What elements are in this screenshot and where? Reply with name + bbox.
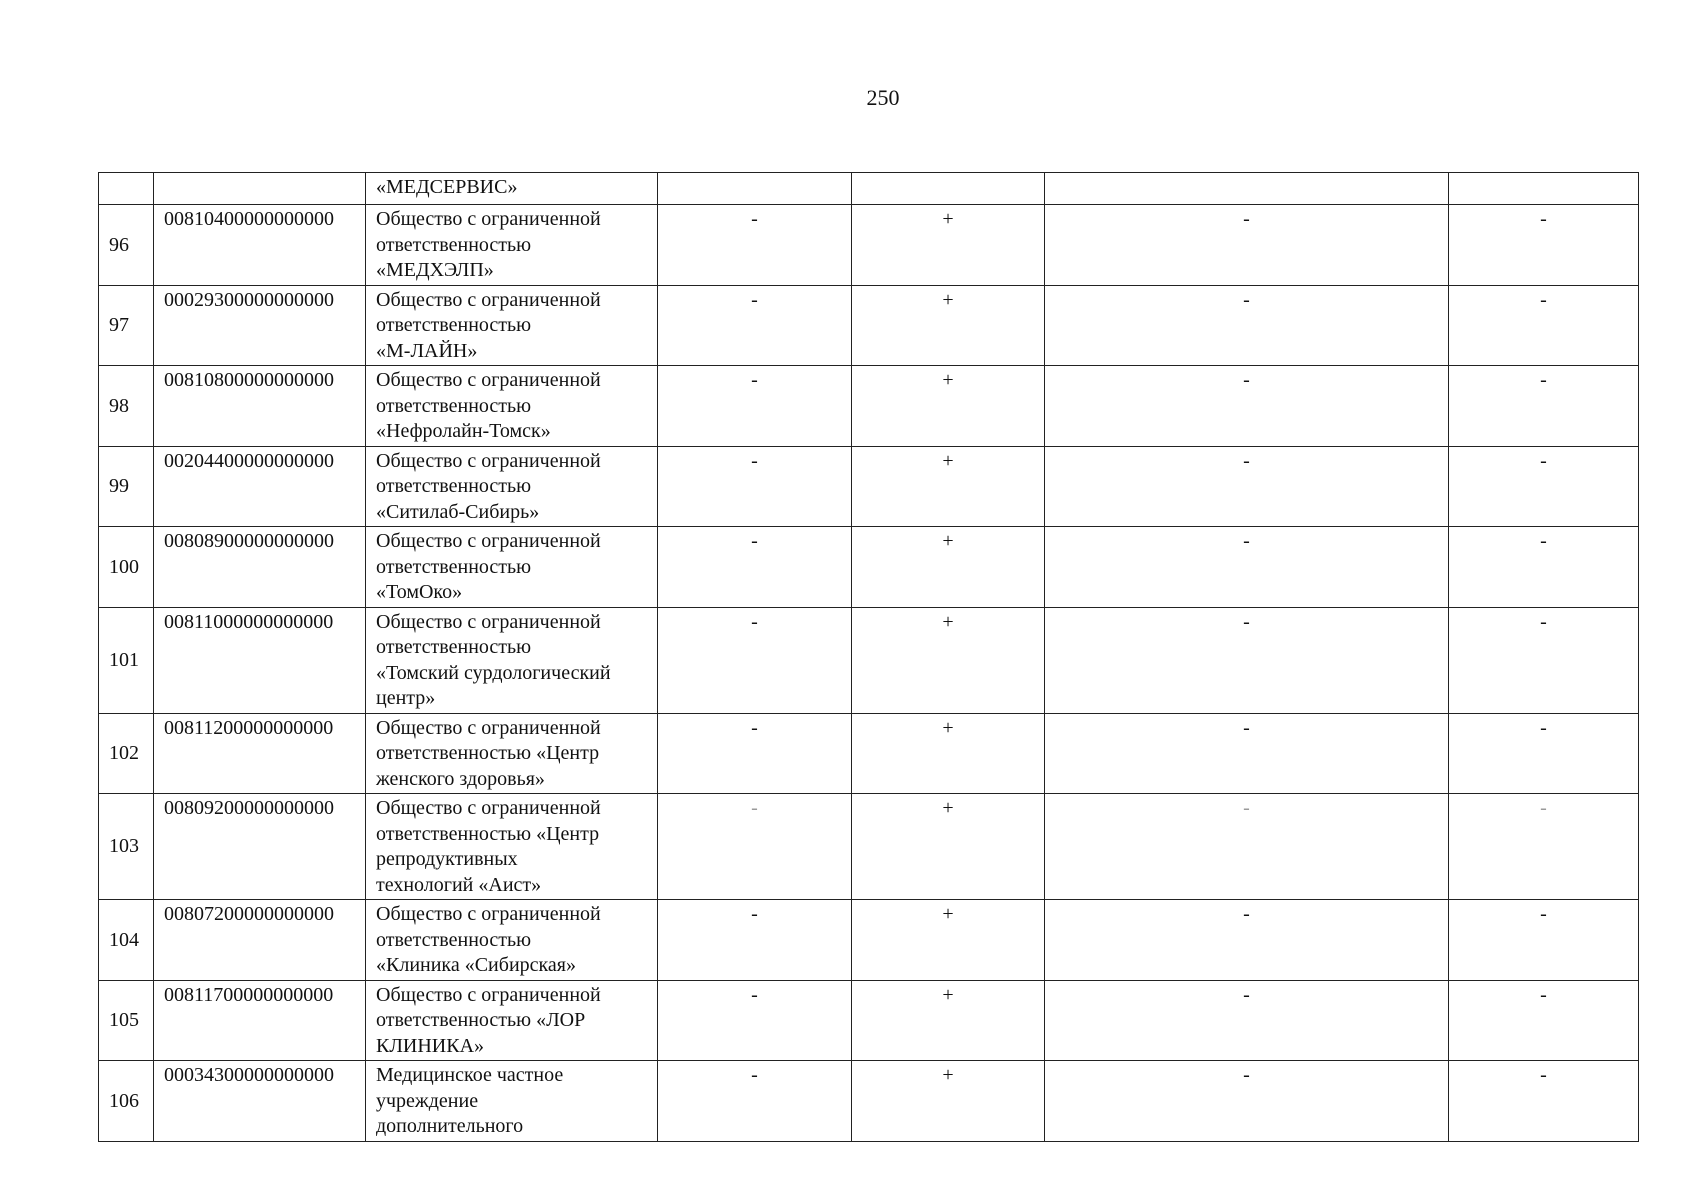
organization-name-line: ответственностью xyxy=(376,233,532,256)
table-row xyxy=(99,607,1639,713)
row-number-cell: 104 xyxy=(99,900,154,981)
table-row xyxy=(99,713,1639,794)
organization-name-cell xyxy=(366,446,658,527)
organization-name-line: КЛИНИКА» xyxy=(376,1034,485,1057)
organization-name-line: ответственностью xyxy=(376,394,532,417)
registry-code-cell: 00810800000000000 xyxy=(154,366,366,447)
mark-cell-3: - xyxy=(1045,794,1449,900)
organization-name-line: ответственностью xyxy=(376,636,532,658)
organization-name-line: центр» xyxy=(376,687,436,709)
organization-name-line: ответственностью xyxy=(376,314,532,336)
table-row xyxy=(99,173,1639,205)
mark-cell-2: + xyxy=(852,446,1045,527)
mark-cell-4: - xyxy=(1449,285,1639,366)
organization-name-line: «МЕДСЕРВИС» xyxy=(376,176,518,198)
mark-cell-3: - xyxy=(1045,607,1449,713)
mark-cell-2: + xyxy=(852,900,1045,981)
mark-cell-1: - xyxy=(658,794,852,900)
table-body xyxy=(99,173,1639,1142)
mark-cell-2: + xyxy=(852,607,1045,713)
mark-cell-1: - xyxy=(658,285,852,366)
organization-name-line: «Томский сурдологический xyxy=(376,661,611,684)
mark-cell-3: - xyxy=(1045,205,1449,286)
page-number: 250 xyxy=(866,85,900,110)
organization-name-line: ответственностью xyxy=(376,555,532,578)
row-number-cell: 103 xyxy=(99,794,154,900)
organization-name-cell xyxy=(366,713,658,794)
mark-cell-1: - xyxy=(658,713,852,794)
row-number-cell: 96 xyxy=(99,205,154,286)
organization-name-line: Общество с ограниченной xyxy=(376,797,601,819)
organization-name-line: ответственностью «Центр xyxy=(376,822,600,845)
organization-name-line: Медицинское частное xyxy=(376,1064,564,1086)
mark-cell-2: + xyxy=(852,527,1045,608)
row-number-cell: 106 xyxy=(99,1061,154,1142)
mark-cell-4: - xyxy=(1449,713,1639,794)
mark-cell-1: - xyxy=(658,205,852,286)
organization-name-cell xyxy=(366,205,658,286)
organization-name-cell xyxy=(366,527,658,608)
organization-name-line: «М-ЛАЙН» xyxy=(376,339,478,362)
organization-name-line: женского здоровья» xyxy=(376,767,545,790)
mark-cell-1: - xyxy=(658,1061,852,1142)
row-number-cell: 100 xyxy=(99,527,154,608)
registry-code-cell: 00809200000000000 xyxy=(154,794,366,900)
registry-code-cell: 00811000000000000 xyxy=(154,607,366,713)
mark-cell-3: - xyxy=(1045,285,1449,366)
table-row xyxy=(99,527,1639,608)
registry-code-cell xyxy=(154,173,366,205)
organization-name-line: «МЕДХЭЛП» xyxy=(376,259,494,281)
mark-cell-3: - xyxy=(1045,1061,1449,1142)
organization-name-line: Общество с ограниченной xyxy=(376,983,601,1006)
mark-cell-1: - xyxy=(658,446,852,527)
organization-name-line: Общество с ограниченной xyxy=(376,530,601,552)
mark-cell-3: - xyxy=(1045,527,1449,608)
mark-cell-3 xyxy=(1045,173,1449,205)
mark-cell-3: - xyxy=(1045,713,1449,794)
registry-code-cell: 00204400000000000 xyxy=(154,446,366,527)
row-number-cell: 98 xyxy=(99,366,154,447)
mark-cell-4: - xyxy=(1449,366,1639,447)
organization-name-line: Общество с ограниченной xyxy=(376,208,601,230)
row-number-cell: 99 xyxy=(99,446,154,527)
row-number-cell: 102 xyxy=(99,713,154,794)
organization-name-line: Общество с ограниченной xyxy=(376,449,601,472)
organization-name-line: «ТомОко» xyxy=(376,581,463,603)
table-row xyxy=(99,980,1639,1061)
table-row xyxy=(99,1061,1639,1142)
row-number-cell: 101 xyxy=(99,607,154,713)
mark-cell-1: - xyxy=(658,527,852,608)
organization-name-cell xyxy=(366,900,658,981)
mark-cell-4: - xyxy=(1449,607,1639,713)
registry-code-cell: 00811700000000000 xyxy=(154,980,366,1061)
mark-cell-2: + xyxy=(852,285,1045,366)
mark-cell-2: + xyxy=(852,980,1045,1061)
registry-table xyxy=(98,172,1639,1142)
mark-cell-1: - xyxy=(658,900,852,981)
organization-name-line: технологий «Аист» xyxy=(376,873,542,896)
mark-cell-1: - xyxy=(658,366,852,447)
table-row xyxy=(99,794,1639,900)
mark-cell-1: - xyxy=(658,980,852,1061)
organization-name-line: учреждение xyxy=(376,1089,479,1112)
organization-name-line: «Ситилаб-Сибирь» xyxy=(376,500,540,523)
row-number-cell xyxy=(99,173,154,205)
organization-name-line: ответственностью xyxy=(376,475,532,497)
organization-name-line: Общество с ограниченной xyxy=(376,610,601,633)
mark-cell-4: - xyxy=(1449,900,1639,981)
registry-code-cell: 00029300000000000 xyxy=(154,285,366,366)
mark-cell-2: + xyxy=(852,366,1045,447)
row-number-cell: 97 xyxy=(99,285,154,366)
mark-cell-4 xyxy=(1449,173,1639,205)
organization-name-cell xyxy=(366,980,658,1061)
registry-code-cell: 00034300000000000 xyxy=(154,1061,366,1142)
mark-cell-3: - xyxy=(1045,900,1449,981)
registry-code-cell: 00810400000000000 xyxy=(154,205,366,286)
organization-name-line: Общество с ограниченной xyxy=(376,288,601,311)
organization-name-cell xyxy=(366,285,658,366)
mark-cell-4: - xyxy=(1449,794,1639,900)
organization-name-line: Общество с ограниченной xyxy=(376,716,601,739)
table-row xyxy=(99,285,1639,366)
mark-cell-2 xyxy=(852,173,1045,205)
table-row xyxy=(99,366,1639,447)
mark-cell-4: - xyxy=(1449,980,1639,1061)
organization-name-cell xyxy=(366,1061,658,1142)
mark-cell-2: + xyxy=(852,205,1045,286)
mark-cell-3: - xyxy=(1045,980,1449,1061)
mark-cell-4: - xyxy=(1449,205,1639,286)
mark-cell-2: + xyxy=(852,713,1045,794)
organization-name-line: ответственностью «ЛОР xyxy=(376,1009,586,1031)
table-row xyxy=(99,205,1639,286)
organization-name-line: ответственностью «Центр xyxy=(376,742,600,764)
table-row xyxy=(99,446,1639,527)
mark-cell-1 xyxy=(658,173,852,205)
mark-cell-4: - xyxy=(1449,446,1639,527)
organization-name-cell xyxy=(366,173,658,205)
registry-code-cell: 00807200000000000 xyxy=(154,900,366,981)
organization-name-line: «Клиника «Сибирская» xyxy=(376,954,577,976)
registry-code-cell: 00811200000000000 xyxy=(154,713,366,794)
organization-name-line: дополнительного xyxy=(376,1115,524,1137)
table-row xyxy=(99,900,1639,981)
organization-name-cell xyxy=(366,607,658,713)
organization-name-line: репродуктивных xyxy=(376,848,518,870)
row-number-cell: 105 xyxy=(99,980,154,1061)
organization-name-cell xyxy=(366,794,658,900)
mark-cell-1: - xyxy=(658,607,852,713)
organization-name-line: «Нефролайн-Томск» xyxy=(376,420,551,442)
organization-name-cell xyxy=(366,366,658,447)
mark-cell-3: - xyxy=(1045,446,1449,527)
registry-code-cell: 00808900000000000 xyxy=(154,527,366,608)
organization-name-line: Общество с ограниченной xyxy=(376,903,601,925)
mark-cell-3: - xyxy=(1045,366,1449,447)
mark-cell-4: - xyxy=(1449,527,1639,608)
organization-name-line: ответственностью xyxy=(376,928,532,951)
mark-cell-2: + xyxy=(852,1061,1045,1142)
organization-name-line: Общество с ограниченной xyxy=(376,369,601,391)
mark-cell-2: + xyxy=(852,794,1045,900)
mark-cell-4: - xyxy=(1449,1061,1639,1142)
